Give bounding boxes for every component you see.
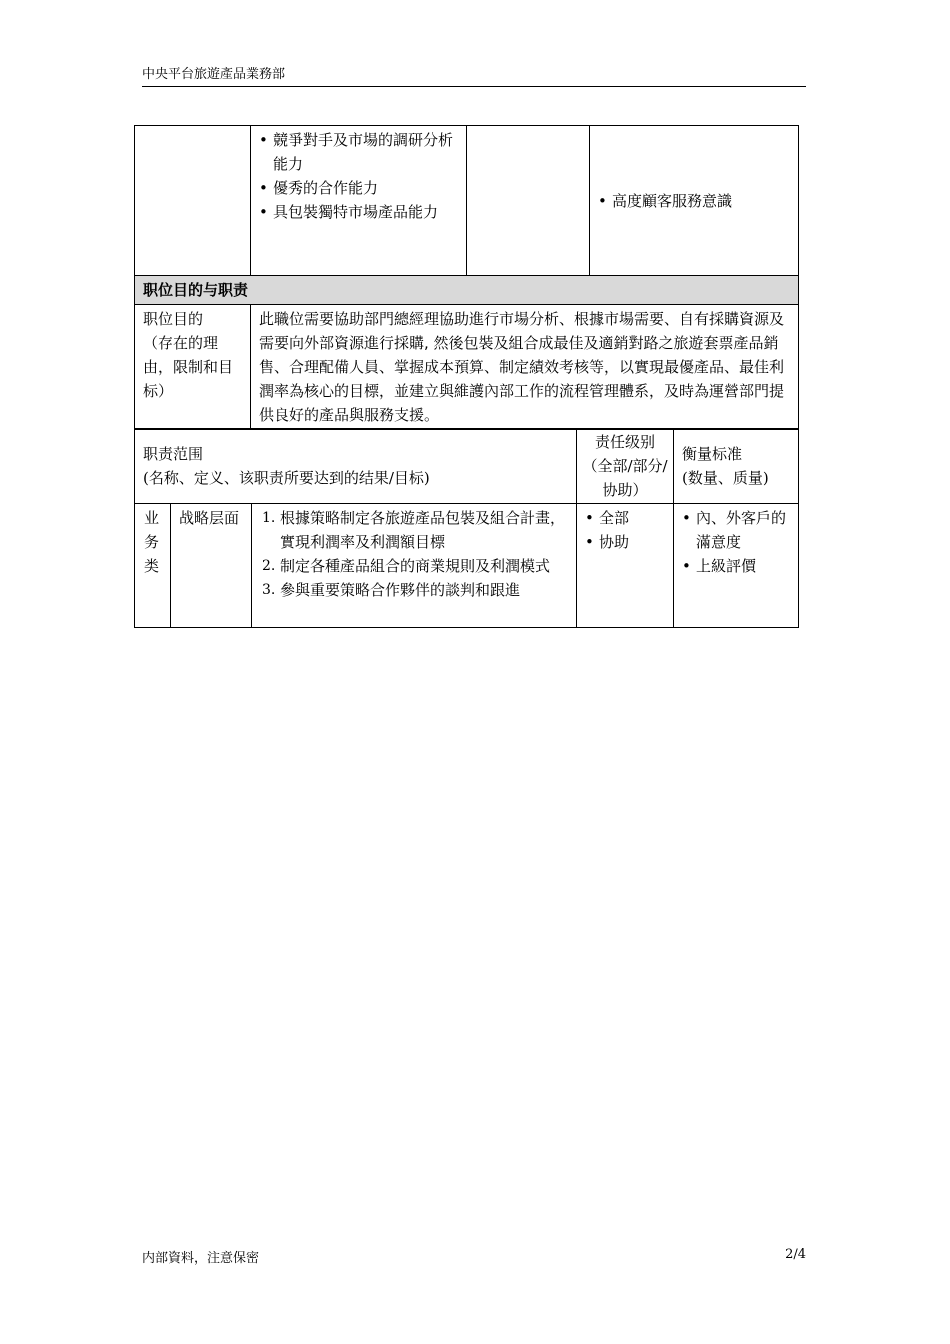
other-item: • 高度顧客服務意識 xyxy=(594,189,794,213)
header-title: 中央平台旅遊產品業務部 xyxy=(142,67,286,82)
duty-items-cell xyxy=(252,504,577,628)
purpose-text: 此職位需要協助部門總經理協助進行市場分析、根據市場需要、自有採購資源及需要向外部資源進行採購, 然後包裝及組合成最佳及適銷對路之旅遊套票產品銷售、合理配備人員、掌握成本預算、制定績效考核等，以實現最優產品、最佳利潤率為核心的目標，並建立與維護內部工作的流程管理體系，及時為運營部門提供良好的產品與服務支援。 xyxy=(251,305,799,430)
layer-cell: 战略层面 xyxy=(171,504,252,628)
other-list xyxy=(594,189,794,213)
level-sub: （全部/部分/协助） xyxy=(582,457,668,499)
duty-list xyxy=(254,506,574,602)
measure-item: • 內、外客戶的滿意度 xyxy=(678,506,794,554)
level-cell xyxy=(577,504,674,628)
duty-number: 1. xyxy=(262,510,276,526)
level-title: 责任级别 xyxy=(595,433,656,451)
page-header xyxy=(142,66,806,87)
level-item: • 全部 xyxy=(581,506,669,530)
purpose-sublabel: （存在的理由，限制和目标） xyxy=(143,334,234,400)
measure-list xyxy=(678,506,794,578)
measure-header xyxy=(674,429,799,504)
scope-title: 职责范围 xyxy=(143,445,204,463)
duty-text: 制定各種產品組合的商業規則及利潤模式 xyxy=(280,557,551,575)
measure-item: • 上級評價 xyxy=(678,554,794,578)
level-list xyxy=(581,506,669,554)
duty-text: 根據策略制定各旅遊產品包裝及組合計畫，實現利潤率及利潤額目標 xyxy=(280,509,566,551)
duties-table xyxy=(134,428,799,628)
duty-item xyxy=(254,578,574,602)
competency-table xyxy=(134,125,799,276)
footer-note: 内部資料，注意保密 xyxy=(142,1251,260,1266)
competency-item: • 優秀的合作能力 xyxy=(255,176,462,200)
purpose-label: 职位目的 xyxy=(143,310,204,328)
empty-cell xyxy=(467,126,590,276)
other-cell xyxy=(590,126,799,276)
duty-item xyxy=(254,554,574,578)
duty-number: 3. xyxy=(262,582,276,598)
level-item: • 协助 xyxy=(581,530,669,554)
level-header xyxy=(577,429,674,504)
duty-number: 2. xyxy=(262,558,276,574)
scope-sub: (名称、定义、该职责所要达到的结果/目标) xyxy=(143,469,430,487)
purpose-label-cell xyxy=(135,305,251,430)
measure-cell xyxy=(674,504,799,628)
duty-item xyxy=(254,506,574,554)
empty-cell xyxy=(135,126,251,276)
scope-header xyxy=(135,429,577,504)
measure-title: 衡量标准 xyxy=(682,445,743,463)
competency-item: • 具包裝獨特市場產品能力 xyxy=(255,200,462,224)
purpose-table xyxy=(134,275,799,430)
section-title: 职位目的与职责 xyxy=(135,276,799,305)
competency-item: • 競爭對手及市場的調研分析能力 xyxy=(255,128,462,176)
category-cell: 业务类 xyxy=(135,504,171,628)
competency-list xyxy=(255,128,462,224)
competency-cell xyxy=(251,126,467,276)
page-number: 2/4 xyxy=(785,1247,806,1262)
measure-sub: (数量、质量) xyxy=(682,469,769,487)
duty-text: 參與重要策略合作夥伴的談判和跟進 xyxy=(280,581,521,599)
